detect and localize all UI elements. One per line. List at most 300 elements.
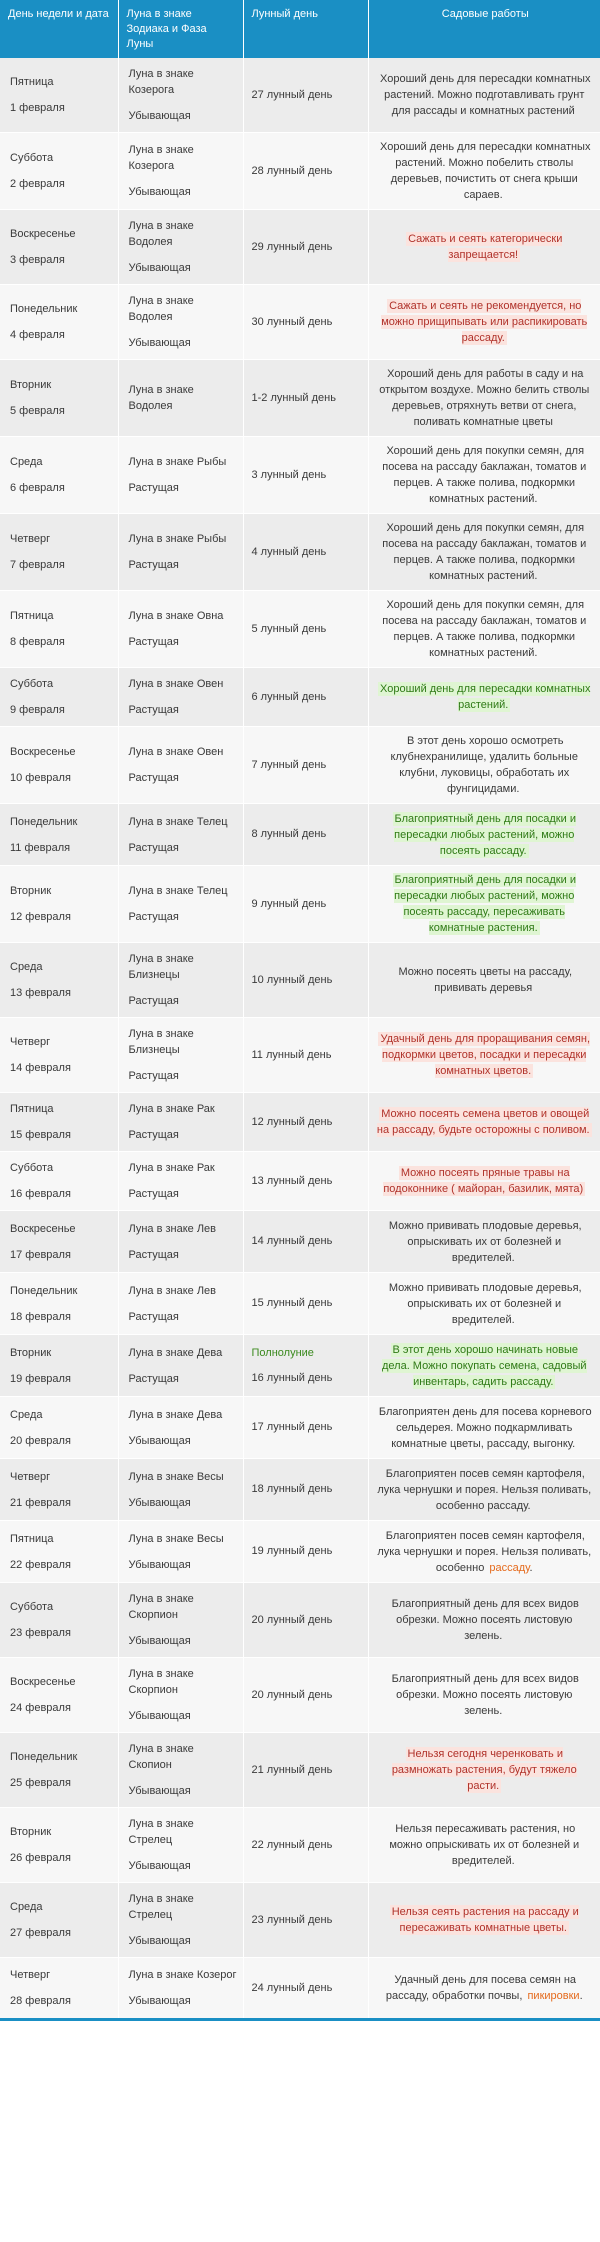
cell-lunar-day (243, 1733, 368, 1808)
zodiac-sign: Луна в знаке Рыбы (128, 456, 227, 468)
cell-zodiac (118, 727, 243, 804)
lunar-day: 16 лунный день (251, 1371, 333, 1384)
cell-date (0, 1018, 118, 1093)
table-row (0, 285, 600, 360)
cell-date (0, 1808, 118, 1883)
moon-phase: Растущая (128, 559, 179, 571)
cell-lunar-day (243, 1335, 368, 1397)
cell-zodiac (118, 1459, 243, 1521)
cell-zodiac (118, 1521, 243, 1583)
moon-phase: Растущая (128, 704, 179, 716)
table-row (0, 668, 600, 727)
zodiac-sign: Луна в знаке Козерога (128, 68, 194, 96)
date: 12 февраля (10, 911, 71, 923)
moon-phase: Растущая (128, 1070, 179, 1082)
date: 21 февраля (10, 1496, 71, 1509)
date: 26 февраля (10, 1852, 71, 1864)
date: 19 февраля (10, 1372, 71, 1385)
cell-garden-work (368, 1335, 600, 1397)
garden-work-text: Хороший день для пересадки комнатных растений. Можно подготавливать грунт для рассады и комнатных растений (380, 73, 591, 117)
table-row (0, 804, 600, 866)
moon-phase: Убывающая (128, 1635, 191, 1647)
zodiac-sign: Луна в знаке Овен (128, 678, 224, 690)
moon-phase: Убывающая (128, 1496, 191, 1509)
table-row (0, 210, 600, 285)
lunar-day: 8 лунный день (251, 828, 327, 840)
cell-zodiac (118, 866, 243, 943)
cell-lunar-day (243, 1018, 368, 1093)
weekday: Пятница (10, 610, 54, 622)
garden-work-text: Удачный день для посева семян на рассаду, обработки почвы, (385, 1974, 577, 2002)
lunar-day: 6 лунный день (251, 690, 327, 703)
moon-phase: Растущая (128, 772, 179, 784)
cell-zodiac (118, 1093, 243, 1152)
date: 18 февраля (10, 1310, 71, 1323)
cell-garden-work (368, 210, 600, 285)
cell-zodiac (118, 1152, 243, 1211)
cell-zodiac (118, 1211, 243, 1273)
lunar-day: 17 лунный день (251, 1421, 333, 1433)
date: 2 февраля (10, 178, 65, 190)
table-row (0, 1521, 600, 1583)
cell-date (0, 1211, 118, 1273)
cell-zodiac (118, 1335, 243, 1397)
lunar-day: 19 лунный день (251, 1545, 333, 1557)
cell-date (0, 866, 118, 943)
cell-lunar-day (243, 1808, 368, 1883)
table-header-row (0, 0, 600, 58)
table-row (0, 514, 600, 591)
lunar-day: 12 лунный день (251, 1115, 333, 1128)
cell-lunar-day (243, 668, 368, 727)
weekday: Воскресенье (10, 1222, 76, 1235)
table-row (0, 1808, 600, 1883)
table-row (0, 1658, 600, 1733)
garden-work-text: Хороший день для покупки семян, для посева на рассаду баклажан, томатов и перцев. А также полива, подкормки комнатных растений. (382, 599, 587, 659)
date: 15 февраля (10, 1129, 71, 1141)
zodiac-sign: Луна в знаке Овна (128, 610, 224, 622)
cell-garden-work (368, 514, 600, 591)
cell-date (0, 804, 118, 866)
moon-phase: Убывающая (128, 1710, 191, 1722)
weekday: Воскресенье (10, 228, 76, 240)
zodiac-sign: Луна в знаке Водолея (128, 220, 194, 248)
cell-zodiac (118, 943, 243, 1018)
weekday: Понедельник (10, 1284, 78, 1297)
date: 22 февраля (10, 1558, 71, 1571)
garden-work-text: Можно посеять пряные травы на подоконнике ( майоран, базилик, мята) (383, 1167, 584, 1195)
cell-zodiac (118, 58, 243, 133)
lunar-day: 15 лунный день (251, 1297, 333, 1309)
table-row (0, 866, 600, 943)
garden-work-text: Благоприятен посев семян картофеля, лука чернушки и порея. Нельзя поливать, особенно (377, 1529, 592, 1574)
header-lunar-day: Лунный день (243, 0, 368, 58)
garden-work-text: Благоприятный день для посадки и пересадки любых растений, можно посеять рассаду, пересаживать комнатные растения. (394, 874, 576, 934)
date: 28 февраля (10, 1995, 71, 2007)
moon-phase: Убывающая (128, 186, 191, 198)
header-zodiac: Луна в знаке Зодиака и Фаза Луны (118, 0, 243, 58)
lunar-day: 28 лунный день (251, 164, 333, 177)
zodiac-sign: Луна в знаке Дева (128, 1346, 223, 1359)
cell-garden-work (368, 437, 600, 514)
lunar-day: 20 лунный день (251, 1688, 333, 1701)
cell-zodiac (118, 1583, 243, 1658)
table-row (0, 1093, 600, 1152)
cell-garden-work (368, 1211, 600, 1273)
cell-date (0, 360, 118, 437)
moon-phase: Растущая (128, 995, 179, 1007)
garden-work-text: Хороший день для работы в саду и на открытом воздухе. Можно белить стволы деревьев, отряхнуть ветви от снега, поливать комнатные цветы (379, 368, 590, 428)
cell-garden-work (368, 1093, 600, 1152)
cell-date (0, 668, 118, 727)
cell-garden-work (368, 1273, 600, 1335)
cell-zodiac (118, 1397, 243, 1459)
cell-date (0, 58, 118, 133)
moon-phase: Растущая (128, 482, 179, 494)
zodiac-sign: Луна в знаке Рак (128, 1162, 215, 1174)
weekday: Среда (10, 961, 43, 973)
weekday: Вторник (10, 885, 52, 897)
weekday: Суббота (10, 152, 54, 164)
cell-date (0, 1273, 118, 1335)
weekday: Понедельник (10, 303, 78, 315)
table-row (0, 1018, 600, 1093)
cell-date (0, 514, 118, 591)
lunar-day: 1-2 лунный день (251, 391, 336, 404)
moon-phase: Растущая (128, 841, 179, 854)
zodiac-sign: Луна в знаке Скопион (128, 1743, 194, 1771)
weekday: Воскресенье (10, 1676, 76, 1688)
cell-date (0, 1397, 118, 1459)
table-row (0, 1211, 600, 1273)
cell-date (0, 1733, 118, 1808)
weekday: Четверг (10, 1470, 51, 1483)
date: 10 февраля (10, 772, 71, 784)
zodiac-sign: Луна в знаке Стрелец (128, 1818, 194, 1846)
lunar-day: 20 лунный день (251, 1613, 333, 1626)
weekday: Вторник (10, 1346, 52, 1359)
cell-lunar-day (243, 1521, 368, 1583)
zodiac-sign: Луна в знаке Скорпион (128, 1593, 194, 1621)
header-garden-work: Садовые работы (368, 0, 600, 58)
cell-garden-work (368, 591, 600, 668)
cell-zodiac (118, 514, 243, 591)
weekday: Четверг (10, 533, 51, 545)
cell-zodiac (118, 1958, 243, 2020)
weekday: Пятница (10, 1103, 54, 1115)
date: 16 февраля (10, 1188, 71, 1200)
full-moon-label: Полнолуние (251, 1346, 314, 1359)
table-row (0, 943, 600, 1018)
date: 13 февраля (10, 987, 71, 999)
cell-garden-work (368, 1397, 600, 1459)
garden-work-accent: рассаду (489, 1561, 530, 1574)
date: 5 февраля (10, 405, 65, 417)
moon-phase: Убывающая (128, 1558, 191, 1571)
cell-date (0, 1335, 118, 1397)
moon-phase: Растущая (128, 911, 179, 923)
garden-work-text: Нельзя сегодня черенковать и размножать растения, будут тяжело расти. (391, 1748, 577, 1792)
garden-work-text: Можно посеять цветы на рассаду, прививать деревья (398, 966, 573, 994)
garden-work-text: Можно прививать плодовые деревья, опрыскивать их от болезней и вредителей. (388, 1219, 582, 1264)
date: 1 февраля (10, 102, 65, 114)
cell-lunar-day (243, 804, 368, 866)
date: 9 февраля (10, 704, 65, 716)
cell-lunar-day (243, 58, 368, 133)
cell-lunar-day (243, 1152, 368, 1211)
garden-work-text: Сажать и сеять категорически запрещается! (408, 233, 563, 261)
garden-work-text: Благоприятен посев семян картофеля, лука чернушки и порея. Нельзя поливать, особенно рассаду. (377, 1467, 592, 1512)
garden-work-text: Благоприятен день для посева корневого сельдерея. Можно подкармливать комнатные цветы, рассаду, выгонку. (378, 1405, 592, 1450)
cell-lunar-day (243, 1397, 368, 1459)
cell-zodiac (118, 437, 243, 514)
cell-date (0, 727, 118, 804)
cell-garden-work (368, 668, 600, 727)
table-row (0, 1883, 600, 1958)
cell-garden-work (368, 1018, 600, 1093)
weekday: Вторник (10, 1826, 52, 1838)
garden-work-text: Хороший день для пересадки комнатных растений. (380, 683, 591, 711)
zodiac-sign: Луна в знаке Овен (128, 746, 224, 758)
garden-work-text: В этот день хорошо начинать новые дела. Можно покупать семена, садовый инвентарь, садить рассаду. (381, 1343, 587, 1388)
lunar-day: 10 лунный день (251, 973, 333, 986)
table-row (0, 591, 600, 668)
cell-zodiac (118, 285, 243, 360)
weekday: Среда (10, 1901, 43, 1913)
cell-zodiac (118, 1733, 243, 1808)
zodiac-sign: Луна в знаке Лев (128, 1222, 217, 1235)
cell-garden-work (368, 1883, 600, 1958)
zodiac-sign: Луна в знаке Скорпион (128, 1668, 194, 1696)
table-row (0, 437, 600, 514)
cell-date (0, 1583, 118, 1658)
date: 17 февраля (10, 1248, 71, 1261)
cell-garden-work (368, 1583, 600, 1658)
date: 14 февраля (10, 1062, 71, 1074)
garden-work-text: Хороший день для покупки семян, для посева на рассаду баклажан, томатов и перцев. А также полива, подкормки комнатных растений. (382, 445, 587, 505)
moon-phase: Убывающая (128, 110, 191, 122)
cell-lunar-day (243, 1658, 368, 1733)
cell-lunar-day (243, 1459, 368, 1521)
zodiac-sign: Луна в знаке Лев (128, 1284, 217, 1297)
header-date: День недели и дата (0, 0, 118, 58)
moon-phase: Убывающая (128, 1785, 191, 1797)
zodiac-sign: Луна в знаке Дева (128, 1408, 223, 1421)
moon-phase: Убывающая (128, 1860, 191, 1872)
garden-work-text: Нельзя пересаживать растения, но можно опрыскивать их от болезней и вредителей. (389, 1823, 580, 1867)
cell-garden-work (368, 1521, 600, 1583)
cell-zodiac (118, 1883, 243, 1958)
weekday: Воскресенье (10, 746, 76, 758)
cell-lunar-day (243, 1958, 368, 2020)
garden-work-text: Можно прививать плодовые деревья, опрыскивать их от болезней и вредителей. (388, 1281, 582, 1326)
cell-lunar-day (243, 133, 368, 210)
zodiac-sign: Луна в знаке Водолея (128, 384, 194, 412)
lunar-day: 4 лунный день (251, 545, 327, 558)
moon-phase: Убывающая (128, 262, 191, 274)
lunar-day: 27 лунный день (251, 88, 333, 101)
garden-work-text: Можно посеять семена цветов и овощей на рассаду, будьте осторожны с поливом. (376, 1108, 590, 1136)
garden-work-text: В этот день хорошо осмотреть клубнехранилище, удалить больные клубни, луковицы, обработать их фунгицидами. (390, 735, 578, 795)
weekday: Четверг (10, 1969, 51, 1981)
cell-zodiac (118, 210, 243, 285)
zodiac-sign: Луна в знаке Близнецы (128, 1028, 194, 1056)
lunar-day: 3 лунный день (251, 468, 327, 481)
garden-work-tail: . (579, 1990, 583, 2002)
cell-date (0, 943, 118, 1018)
cell-garden-work (368, 1459, 600, 1521)
zodiac-sign: Луна в знаке Стрелец (128, 1893, 194, 1921)
weekday: Четверг (10, 1036, 51, 1048)
cell-garden-work (368, 1152, 600, 1211)
cell-garden-work (368, 866, 600, 943)
table-row (0, 727, 600, 804)
date: 11 февраля (10, 841, 71, 854)
table-row (0, 360, 600, 437)
date: 8 февраля (10, 636, 65, 648)
zodiac-sign: Луна в знаке Рыбы (128, 533, 227, 545)
lunar-day: 21 лунный день (251, 1763, 333, 1776)
cell-zodiac (118, 804, 243, 866)
date: 3 февраля (10, 254, 65, 266)
table-row (0, 1397, 600, 1459)
garden-work-tail: . (529, 1561, 533, 1574)
date: 23 февраля (10, 1627, 71, 1639)
moon-phase: Убывающая (128, 1434, 191, 1447)
garden-work-text: Хороший день для покупки семян, для посева на рассаду баклажан, томатов и перцев. А также полива, подкормки комнатных растений. (382, 522, 587, 582)
cell-lunar-day (243, 1273, 368, 1335)
zodiac-sign: Луна в знаке Весы (128, 1532, 224, 1545)
cell-lunar-day (243, 943, 368, 1018)
cell-lunar-day (243, 285, 368, 360)
table-row (0, 1459, 600, 1521)
weekday: Вторник (10, 379, 52, 391)
table-row (0, 58, 600, 133)
lunar-day: 13 лунный день (251, 1174, 333, 1187)
cell-lunar-day (243, 866, 368, 943)
lunar-day: 30 лунный день (251, 315, 333, 328)
cell-garden-work (368, 1808, 600, 1883)
zodiac-sign: Луна в знаке Телец (128, 815, 228, 828)
cell-date (0, 1958, 118, 2020)
cell-lunar-day (243, 437, 368, 514)
cell-garden-work (368, 58, 600, 133)
lunar-day: 22 лунный день (251, 1838, 333, 1851)
table-row (0, 1335, 600, 1397)
cell-date (0, 1658, 118, 1733)
table-row (0, 1733, 600, 1808)
cell-date (0, 133, 118, 210)
weekday: Понедельник (10, 1751, 78, 1763)
lunar-day: 5 лунный день (251, 622, 327, 635)
cell-date (0, 1521, 118, 1583)
weekday: Суббота (10, 678, 54, 690)
zodiac-sign: Луна в знаке Близнецы (128, 953, 194, 981)
weekday: Понедельник (10, 815, 78, 828)
table-row (0, 133, 600, 210)
date: 7 февраля (10, 559, 65, 571)
garden-work-text: Благоприятный день для всех видов обрезки. Можно посеять листовую зелень. (391, 1673, 579, 1717)
cell-zodiac (118, 1658, 243, 1733)
zodiac-sign: Луна в знаке Козерог (128, 1969, 237, 1981)
cell-garden-work (368, 943, 600, 1018)
lunar-day: 11 лунный день (251, 1048, 332, 1061)
garden-work-accent: пикировки (527, 1990, 580, 2002)
cell-date (0, 437, 118, 514)
date: 4 февраля (10, 329, 65, 341)
moon-phase: Растущая (128, 1188, 179, 1200)
garden-work-text: Сажать и сеять не рекомендуется, но можно прищипывать или распикировать рассаду. (381, 300, 588, 344)
moon-phase: Убывающая (128, 337, 191, 349)
cell-garden-work (368, 285, 600, 360)
cell-date (0, 285, 118, 360)
table-row (0, 1958, 600, 2020)
garden-work-text: Нельзя сеять растения на рассаду и пересаживать комнатные цветы. (391, 1906, 579, 1934)
cell-lunar-day (243, 1583, 368, 1658)
table-row (0, 1583, 600, 1658)
weekday: Среда (10, 456, 43, 468)
cell-zodiac (118, 668, 243, 727)
lunar-day: 29 лунный день (251, 240, 333, 253)
garden-work-text: Благоприятный день для всех видов обрезки. Можно посеять листовую зелень. (391, 1598, 579, 1642)
lunar-day: 23 лунный день (251, 1913, 333, 1926)
moon-phase: Растущая (128, 636, 179, 648)
moon-phase: Убывающая (128, 1935, 191, 1947)
cell-zodiac (118, 591, 243, 668)
zodiac-sign: Луна в знаке Весы (128, 1470, 224, 1483)
garden-work-text: Хороший день для пересадки комнатных растений. Можно побелить стволы деревьев, почистить от снега крыши сараев. (380, 141, 591, 201)
garden-work-text: Благоприятный день для посадки и пересадки любых растений, можно посеять рассаду. (394, 812, 576, 857)
cell-lunar-day (243, 727, 368, 804)
cell-date (0, 1459, 118, 1521)
weekday: Среда (10, 1408, 43, 1421)
lunar-day: 14 лунный день (251, 1235, 333, 1247)
moon-phase: Растущая (128, 1310, 179, 1323)
lunar-day: 9 лунный день (251, 897, 327, 910)
lunar-day: 24 лунный день (251, 1981, 333, 1994)
cell-garden-work (368, 133, 600, 210)
cell-date (0, 210, 118, 285)
lunar-day: 18 лунный день (251, 1483, 333, 1495)
weekday: Пятница (10, 76, 54, 88)
table-row (0, 1152, 600, 1211)
date: 27 февраля (10, 1927, 71, 1939)
cell-date (0, 1152, 118, 1211)
cell-lunar-day (243, 1211, 368, 1273)
cell-zodiac (118, 360, 243, 437)
cell-zodiac (118, 1273, 243, 1335)
table-row (0, 1273, 600, 1335)
cell-garden-work (368, 1958, 600, 2020)
moon-phase: Убывающая (128, 1995, 191, 2007)
garden-work-text: Удачный день для проращивания семян, подкормки цветов, посадки и пересадки комнатных цветов. (380, 1033, 591, 1077)
cell-lunar-day (243, 591, 368, 668)
cell-lunar-day (243, 1093, 368, 1152)
cell-garden-work (368, 360, 600, 437)
date: 25 февраля (10, 1777, 71, 1789)
cell-zodiac (118, 1808, 243, 1883)
weekday: Суббота (10, 1162, 54, 1174)
zodiac-sign: Луна в знаке Водолея (128, 295, 194, 323)
cell-lunar-day (243, 210, 368, 285)
cell-lunar-day (243, 360, 368, 437)
cell-date (0, 1883, 118, 1958)
date: 24 февраля (10, 1702, 71, 1714)
moon-phase: Растущая (128, 1129, 179, 1141)
cell-garden-work (368, 1733, 600, 1808)
cell-zodiac (118, 1018, 243, 1093)
cell-lunar-day (243, 1883, 368, 1958)
